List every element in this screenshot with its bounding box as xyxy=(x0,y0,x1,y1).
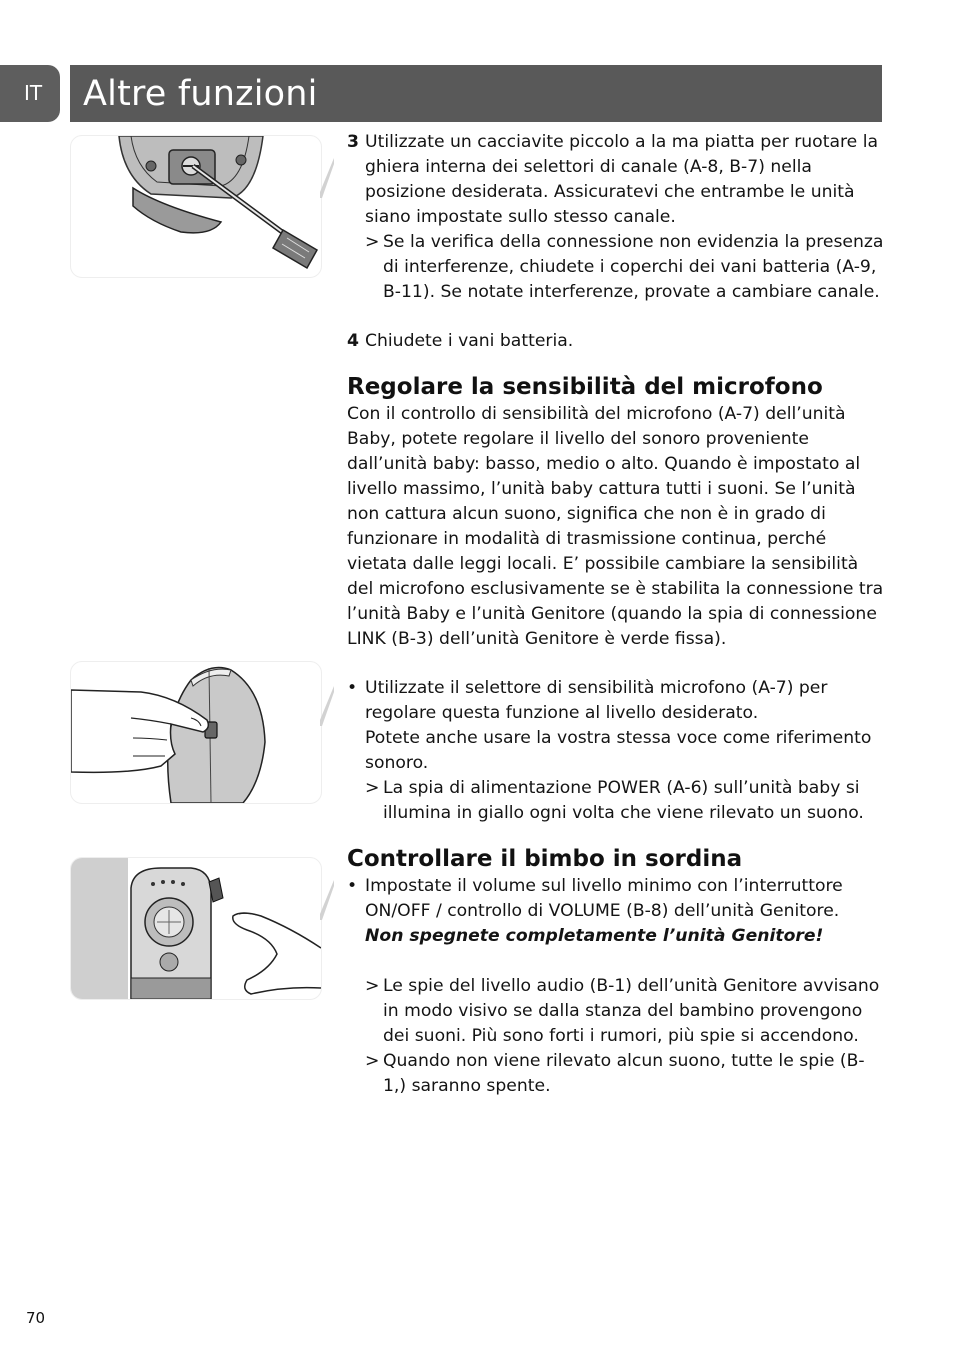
step-number: 4 xyxy=(347,331,359,351)
paragraph-text: Con il controllo di sensibilità del microfono (A-7) dell’unità Baby, potete regolare il livello del sonoro proveniente dall’unità baby: basso, medio o alto. Quando è impostato al livello massimo, l’unità baby cattura tutti i suoni. Se l’unità non cattura alcun suono, significa che non è in grado di funzionare in modalità di trasmissione continua, perché vietata dalle leggi locali. E’ possibile cambiare la sensibilità del microfono esclusivamente se è stabilita la connessione tra l’unità Baby e l’unità Genitore (quando la spia di connessione LINK (B-3) dell’unità Genitore è verde fissa). xyxy=(347,404,884,649)
page-number: 70 xyxy=(26,1309,46,1327)
pointer-wedge-icon xyxy=(320,158,334,198)
bullet-marker: • xyxy=(347,678,358,698)
result-text: La spia di alimentazione POWER (A-6) sull’unità baby si illumina in giallo ogni volta che viene rilevato un suono. xyxy=(383,778,864,823)
bullet-extra-text: Potete anche usare la vostra stessa voce come riferimento sonoro. xyxy=(365,728,872,773)
step-number: 3 xyxy=(347,132,359,152)
step-text: Utilizzate un cacciavite piccolo a la ma piatta per ruotare la ghiera interna dei selettori di canale (A-8, B-7) nella posizione desiderata. Assicuratevi che entrambe le unità siano impostate sullo stesso canale. xyxy=(365,132,879,227)
bullet-marker: • xyxy=(347,876,358,896)
mic-instructions xyxy=(347,676,887,826)
screwdriver-drawing xyxy=(71,136,321,277)
bullet-text: Utilizzate il selettore di sensibilità microfono (A-7) per regolare questa funzione al livello desiderato. xyxy=(365,678,828,723)
silent-instructions xyxy=(347,874,887,1099)
result-text: Le spie del livello audio (B-1) dell’unità Genitore avvisano in modo visivo se dalla stanza del bambino provengono dei suoni. Più sono forti i rumori, più spie si accendono. xyxy=(383,976,880,1046)
result-marker: > xyxy=(365,1051,380,1071)
mic-paragraph xyxy=(347,402,887,652)
step-result: Se la verifica della connessione non evidenzia la presenza di interferenze, chiudete i coperchi dei vani batteria (A-9, B-11). Se notate interferenze, provate a cambiare canale. xyxy=(383,232,884,302)
pointer-wedge-icon xyxy=(320,880,334,920)
result-marker: > xyxy=(365,778,380,798)
pointer-wedge-icon xyxy=(320,686,334,726)
step-4 xyxy=(347,329,887,354)
baby-unit-drawing xyxy=(71,662,321,803)
step-3 xyxy=(347,130,887,305)
result-marker: > xyxy=(365,232,380,252)
result-text: Quando non viene rilevato alcun suono, tutte le spie (B-1,) saranno spente. xyxy=(383,1051,865,1096)
step-text: Chiudete i vani batteria. xyxy=(365,331,574,351)
page-title: Altre funzioni xyxy=(83,74,318,114)
bullet-text: Impostate il volume sul livello minimo con l’interruttore ON/OFF / controllo di VOLUME (B-8) dell’unità Genitore. xyxy=(365,876,843,921)
screwdriver-illustration xyxy=(70,135,322,278)
warning-text: Non spegnete completamente l’unità Genitore! xyxy=(365,926,824,946)
language-tab xyxy=(0,65,60,122)
result-marker: > xyxy=(365,976,380,996)
language-code: IT xyxy=(24,81,43,105)
parent-unit-volume-illustration xyxy=(70,857,322,1000)
section-header-bar xyxy=(70,65,882,122)
finger-on-baby-unit-illustration xyxy=(70,661,322,804)
parent-unit-drawing xyxy=(71,858,321,999)
section-heading-mic: Regolare la sensibilità del microfono xyxy=(347,374,823,400)
section-heading-silent: Controllare il bimbo in sordina xyxy=(347,846,743,872)
